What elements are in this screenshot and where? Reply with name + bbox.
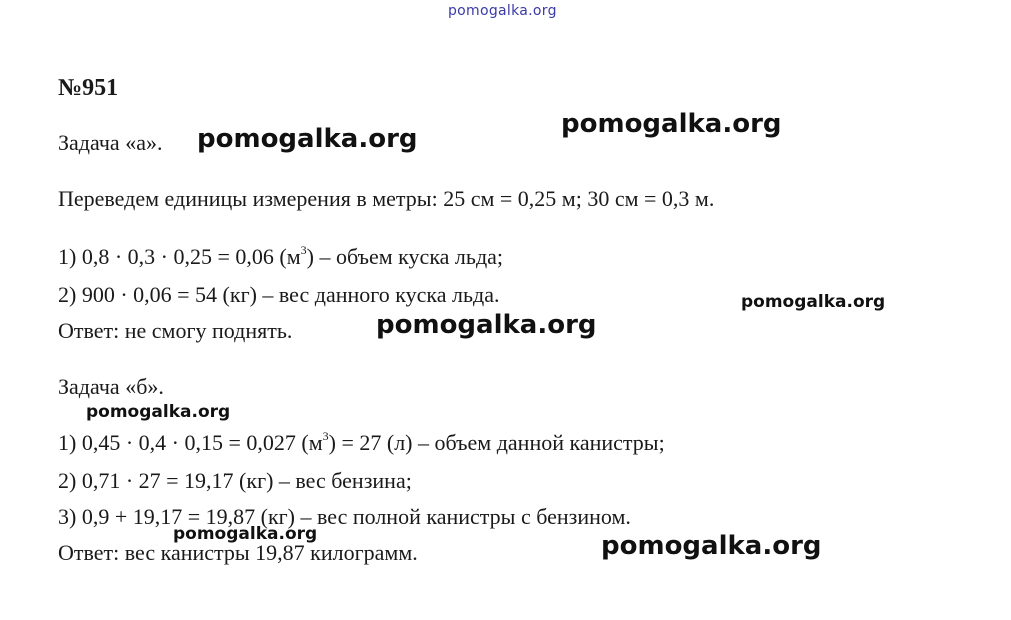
problem-number: №951 bbox=[58, 75, 119, 101]
watermark-3: pomogalka.org bbox=[741, 292, 886, 312]
task-a-conversion: Переведем единицы измерения в метры: 25 см = 0,25 м; 30 см = 0,3 м. bbox=[58, 186, 715, 211]
task-b-step-1-sup: 3 bbox=[322, 429, 329, 443]
task-b-step-1-pre: 1) 0,45 · 0,4 · 0,15 = 0,027 (м bbox=[58, 430, 323, 455]
task-a-answer: Ответ: не смогу поднять. bbox=[58, 318, 293, 343]
watermark-1: pomogalka.org bbox=[197, 124, 418, 154]
task-b-step-3: 3) 0,9 + 19,17 = 19,87 (кг) – вес полной канистры с бензином. bbox=[58, 504, 631, 529]
task-a-step-1-post: ) – объем куска льда; bbox=[306, 244, 504, 269]
task-b-step-1 bbox=[58, 429, 665, 455]
task-b-step-2: 2) 0,71 · 27 = 19,17 (кг) – вес бензина; bbox=[58, 468, 412, 493]
watermark-4: pomogalka.org bbox=[376, 310, 597, 340]
task-b-heading: Задача «б». bbox=[58, 374, 164, 399]
task-a-step-1 bbox=[58, 243, 504, 269]
task-b-answer: Ответ: вес канистры 19,87 килограмм. bbox=[58, 540, 418, 565]
watermark-top: pomogalka.org bbox=[448, 3, 557, 19]
watermark-7: pomogalka.org bbox=[601, 531, 822, 561]
task-a-heading: Задача «а». bbox=[58, 130, 163, 155]
task-a-step-1-sup: 3 bbox=[300, 243, 307, 257]
watermark-6: pomogalka.org bbox=[173, 524, 318, 544]
watermark-5: pomogalka.org bbox=[86, 402, 231, 422]
task-a-step-2: 2) 900 · 0,06 = 54 (кг) – вес данного куска льда. bbox=[58, 282, 500, 307]
task-b-step-1-post: ) = 27 (л) – объем данной канистры; bbox=[328, 430, 665, 455]
task-a-step-1-pre: 1) 0,8 · 0,3 · 0,25 = 0,06 (м bbox=[58, 244, 301, 269]
watermark-2: pomogalka.org bbox=[561, 109, 782, 139]
